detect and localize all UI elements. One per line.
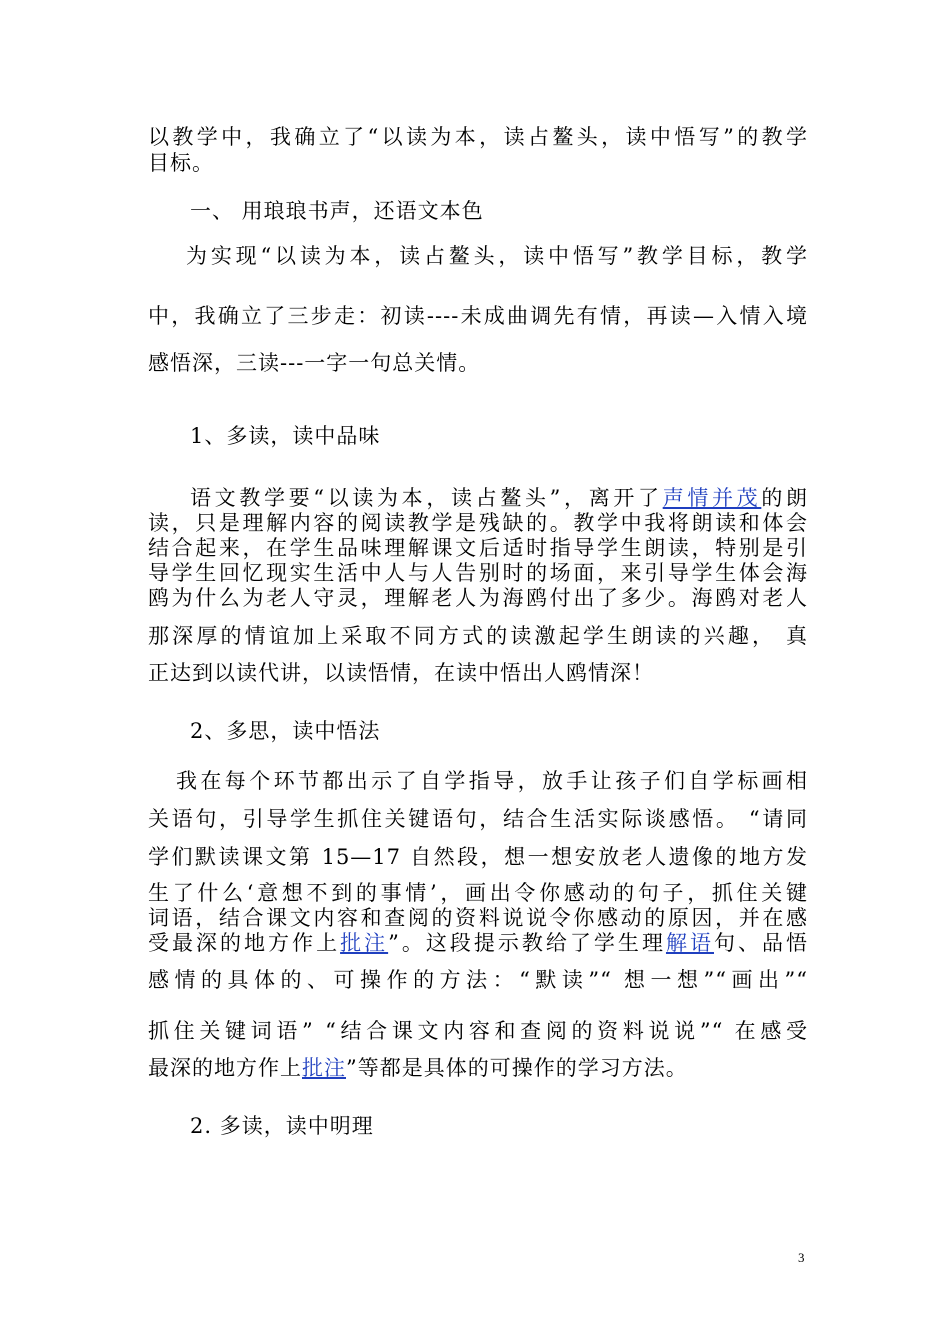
subsection-heading: 1、多读，读中品味 [190, 424, 381, 448]
paragraph-line: 感悟深，三读---一字一句总关情。 [148, 351, 481, 375]
link-jieyu[interactable]: 解语 [665, 931, 714, 955]
paragraph-line: 那深厚的情谊加上采取不同方式的读激起学生朗读的兴趣， 真 [148, 624, 808, 648]
paragraph-line: 学们默读课文第 15—17 自然段，想一想安放老人遗像的地方发 [148, 845, 808, 869]
paragraph-line: 中，我确立了三步走：初读----未成曲调先有情，再读—入情入境 [148, 304, 808, 328]
paragraph-line: 感情的具体的、可操作的方法：“默读”“ 想一想”“画出”“ [148, 968, 808, 992]
subsection-heading: 2、多思，读中悟法 [190, 719, 381, 743]
paragraph-line: 关语句，引导学生抓住关键语句，结合生活实际谈感悟。 “请同 [148, 807, 808, 831]
paragraph-line: 受最深的地方作上批注”。这段提示教给了学生理解语句、品悟 [148, 931, 809, 955]
paragraph-line: 生了什么‘意想不到的事情’，画出令你感动的句子，抓住关键 [148, 881, 808, 905]
section-heading: 一、 用琅琅书声，还语文本色 [190, 199, 484, 223]
link-pizhu[interactable]: 批注 [340, 931, 389, 955]
paragraph-line: 语文教学要“以读为本，读占鳌头”，离开了声情并茂的朗 [190, 486, 809, 510]
paragraph-line: 导学生回忆现实生活中人与人告别时的场面，来引导学生体会海 [148, 561, 808, 585]
paragraph-line: 以教学中，我确立了“以读为本，读占鳌头，读中悟写”的教学 [148, 125, 808, 149]
subsection-heading: 2. 多读，读中明理 [190, 1114, 374, 1138]
link-pizhu-2[interactable]: 批注 [302, 1056, 346, 1080]
paragraph-line: 结合起来，在学生品味理解课文后适时指导学生朗读，特别是引 [148, 536, 808, 560]
paragraph-line: 读，只是理解内容的阅读教学是残缺的。教学中我将朗读和体会 [148, 511, 808, 535]
paragraph-line: 鸥为什么为老人守灵，理解老人为海鸥付出了多少。海鸥对老人 [148, 586, 808, 610]
paragraph-line: 我在每个环节都出示了自学指导，放手让孩子们自学标画相 [176, 769, 808, 793]
paragraph-line: 目标。 [148, 151, 214, 175]
paragraph-line: 最深的地方作上批注”等都是具体的可操作的学习方法。 [148, 1056, 688, 1080]
paragraph-line: 抓住关键词语” “结合课文内容和查阅的资料说说”“ 在感受 [148, 1019, 808, 1043]
page-number: 3 [798, 1250, 805, 1265]
paragraph-line: 正达到以读代讲，以读悟情，在读中悟出人鸥情深！ [148, 661, 654, 685]
paragraph-line: 为实现“以读为本，读占鳌头，读中悟写”教学目标，教学 [186, 244, 808, 268]
paragraph-line: 词语，结合课文内容和查阅的资料说说令你感动的原因，并在感 [148, 906, 808, 930]
link-shengqingbingmao[interactable]: 声情并茂 [662, 486, 762, 510]
